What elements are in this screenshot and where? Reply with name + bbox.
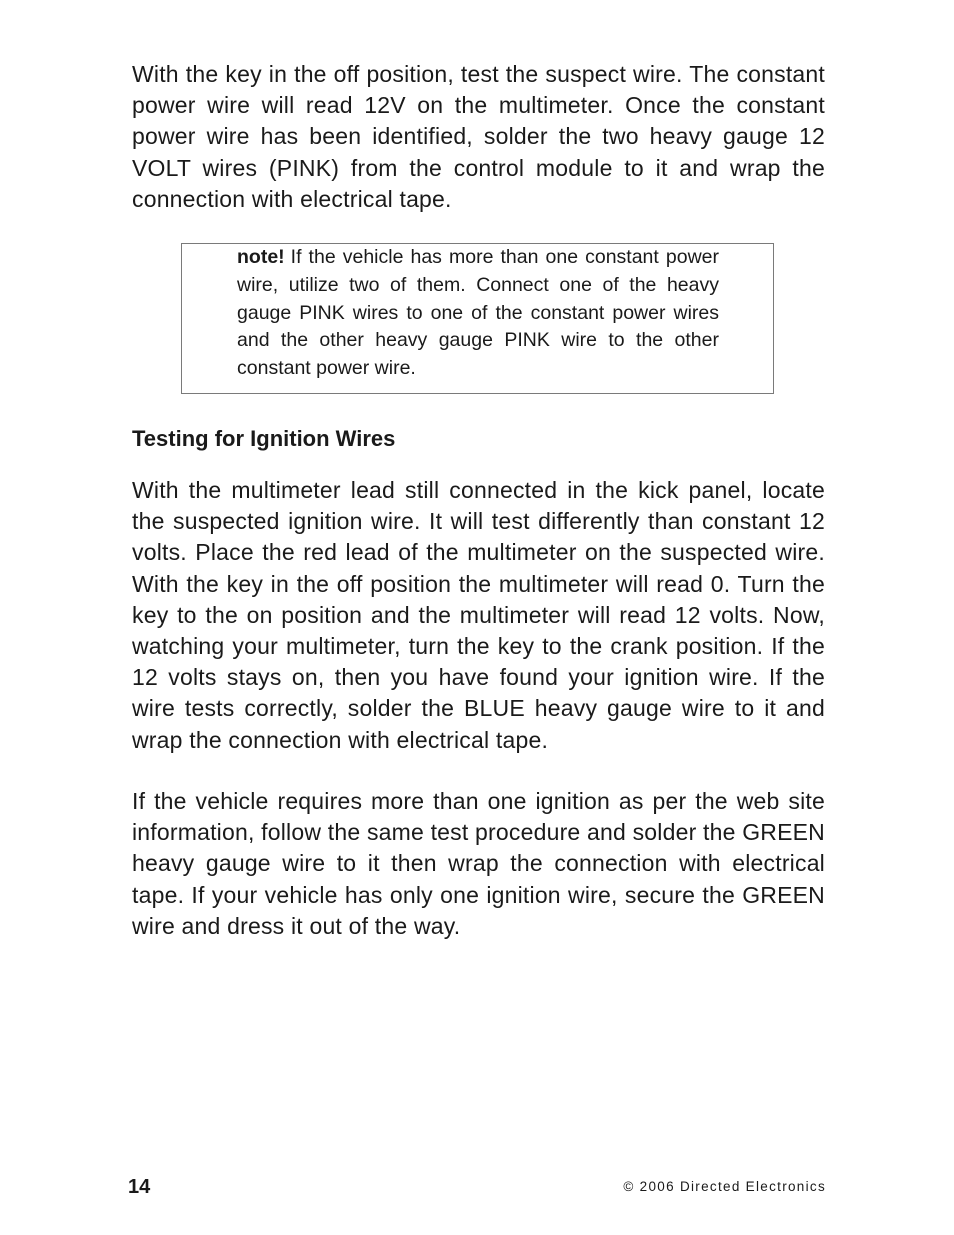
copyright-notice: © 2006 Directed Electronics xyxy=(623,1179,826,1194)
body-paragraph-second-ignition: If the vehicle requires more than one ignition as per the web site information, follow the same test procedure and solder the GREEN heavy gauge wire to it then wrap the connection with electrical tape. If your vehicle has only one ignition wire, secure the GREEN wire and dress it out of the way. xyxy=(132,788,825,939)
body-paragraph-ignition-test: With the multimeter lead still connected in the kick panel, locate the suspected ignition wire. It will test differently than constant 12 volts. Place the red lead of the multimeter on the suspected wire. With the key in the off position the multimeter will read 0. Turn the key to the on position and the multimeter will read 12 volts. Now, watching your multimeter, turn the key to the crank position. If the 12 volts stays on, then you have found your ignition wire. If the wire tests correctly, solder the BLUE heavy gauge wire to it and wrap the connection with electrical tape. xyxy=(132,477,825,753)
section-heading: Testing for Ignition Wires xyxy=(132,426,396,451)
note-text-block xyxy=(237,244,719,383)
body-paragraph-constant-power: With the key in the off position, test the suspect wire. The constant power wire will read 12V on the multimeter. Once the constant power wire has been identified, solder the two heavy gauge 12 VOLT wires (PINK) from the control module to it and wrap the connection with electrical tape. xyxy=(132,61,825,212)
note-label: note! xyxy=(237,246,285,268)
note-box xyxy=(181,243,774,394)
note-body: If the vehicle has more than one constant power wire, utilize two of them. Connect one of the heavy gauge PINK wires to one of the constant power wires and the other heavy gauge PINK wire to the other constant power wire. xyxy=(237,246,719,380)
page-number: 14 xyxy=(128,1176,151,1198)
